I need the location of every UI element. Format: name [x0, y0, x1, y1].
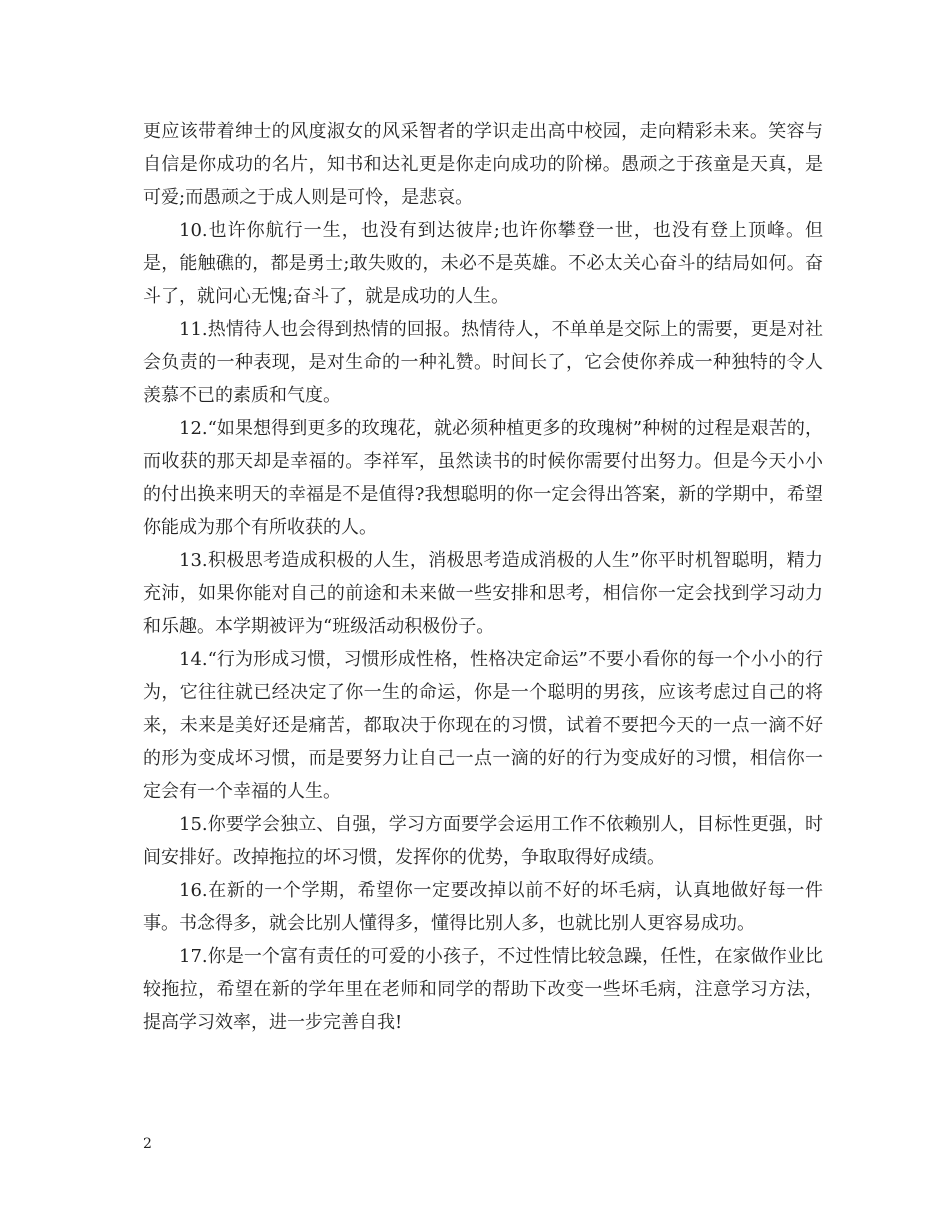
- paragraph-item-14: 14.“行为形成习惯，习惯形成性格，性格决定命运”不要小看你的每一个小小的行为，它往往就已经决定了你一生的命运，你是一个聪明的男孩，应该考虑过自己的将来，未来是美好还是痛苦，都取决于你现在的习惯，试着不要把今天的一点一滴不好的形为变成坏习惯，而是要努力让自己一点一滴的好的行为变成好的习惯，相信你一定会有一个幸福的人生。: [143, 649, 823, 802]
- page-number: 2: [143, 1136, 152, 1152]
- paragraph-item-12: 12.“如果想得到更多的玫瑰花，就必须种植更多的玫瑰树”种树的过程是艰苦的，而收获的那天却是幸福的。李祥军，虽然读书的时候你需要付出努力。但是今天小小的付出换来明天的幸福是不是值得?我想聪明的你一定会得出答案，新的学期中，希望你能成为那个有所收获的人。: [143, 418, 823, 538]
- paragraph-item-16: 16.在新的一个学期，希望你一定要改掉以前不好的坏毛病，认真地做好每一件事。书念得多，就会比别人懂得多，懂得比别人多，也就比别人更容易成功。: [143, 880, 823, 934]
- paragraph-item-17: 17.你是一个富有责任的可爱的小孩子，不过性情比较急躁，任性，在家做作业比较拖拉，希望在新的学年里在老师和同学的帮助下改变一些坏毛病，注意学习方法，提高学习效率，进一步完善自我!: [143, 946, 823, 1033]
- paragraph-item-11: 11.热情待人也会得到热情的回报。热情待人，不单单是交际上的需要，更是对社会负责的一种表现，是对生命的一种礼赞。时间长了，它会使你养成一种独特的令人羡慕不已的素质和气度。: [143, 319, 823, 406]
- paragraph-item-15: 15.你要学会独立、自强，学习方面要学会运用工作不依赖别人，目标性更强，时间安排好。改掉拖拉的坏习惯，发挥你的优势，争取取得好成绩。: [143, 814, 823, 868]
- paragraph-continuation: 更应该带着绅士的风度淑女的风采智者的学识走出高中校园，走向精彩未来。笑容与自信是你成功的名片，知书和达礼更是你走向成功的阶梯。愚顽之于孩童是天真，是可爱;而愚顽之于成人则是可怜，是悲哀。: [143, 121, 823, 208]
- paragraph-item-13: 13.积极思考造成积极的人生，消极思考造成消极的人生”你平时机智聪明，精力充沛，如果你能对自己的前途和未来做一些安排和思考，相信你一定会找到学习动力和乐趣。本学期被评为“班级活动积极份子。: [143, 550, 823, 637]
- paragraph-item-10: 10.也许你航行一生，也没有到达彼岸;也许你攀登一世，也没有登上顶峰。但是，能触礁的，都是勇士;敢失败的，未必不是英雄。不必太关心奋斗的结局如何。奋斗了，就问心无愧;奋斗了，就是成功的人生。: [143, 220, 823, 307]
- document-body: [143, 115, 823, 1039]
